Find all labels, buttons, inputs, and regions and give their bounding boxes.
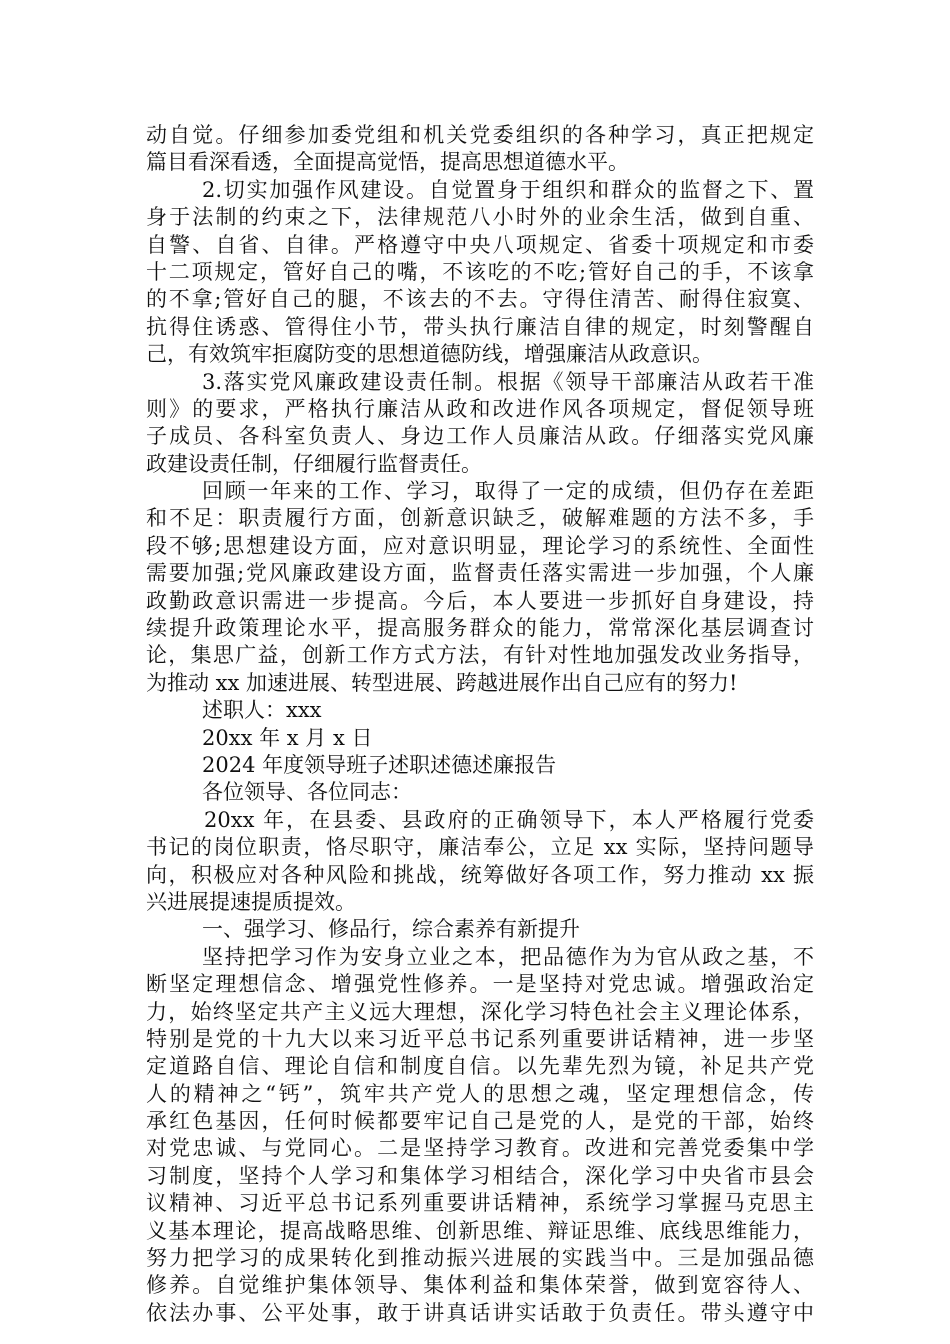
- text-line: 的不拿;管好自己的腿，不该去的不去。守得住清苦、耐得住寂寞、: [146, 287, 814, 312]
- text-line: 议精神、习近平总书记系列重要讲话精神，系统学习掌握马克思主: [146, 1191, 814, 1216]
- text-line: 己，有效筑牢拒腐防变的思想道德防线，增强廉洁从政意识。: [146, 342, 713, 367]
- text-line: 则》的要求，严格执行廉洁从政和改进作风各项规定，督促领导班: [146, 396, 814, 421]
- text-line: 特别是党的十九大以来习近平总书记系列重要讲话精神，进一步坚: [146, 1026, 814, 1051]
- text-line: 需要加强;党风廉政建设方面，监督责任落实需进一步加强，个人廉: [146, 561, 814, 586]
- text-line: 十二项规定，管好自己的嘴，不该吃的不吃;管好自己的手，不该拿: [146, 259, 814, 284]
- text-line: 为推动 xx 加速进展、转型进展、跨越进展作出自己应有的努力!: [146, 670, 738, 695]
- text-line: 子成员、各科室负责人、身边工作人员廉洁从政。仔细落实党风廉: [146, 424, 814, 449]
- text-line: 论，集思广益，创新工作方式方法，有针对性地加强发改业务指导，: [146, 643, 814, 668]
- salutation: 各位领导、各位同志：: [202, 780, 412, 805]
- text-line: 政勤政意识需进一步提高。今后，本人要进一步抓好自身建设，持: [146, 588, 814, 613]
- text-line: 回顾一年来的工作、学习，取得了一定的成绩，但仍存在差距: [202, 479, 814, 504]
- text-line: 续提升政策理论水平，提高服务群众的能力，常常深化基层调查讨: [146, 616, 814, 641]
- text-line: 段不够;思想建设方面，应对意识明显，理论学习的系统性、全面性: [146, 533, 814, 558]
- text-line: 断坚定理想信念、增强党性修养。一是坚持对党忠诚。增强政治定: [146, 972, 814, 997]
- text-line: 政建设责任制，仔细履行监督责任。: [146, 451, 482, 476]
- report-title: 2024 年度领导班子述职述德述廉报告: [202, 752, 557, 777]
- signature-line: 述职人：xxx: [202, 698, 322, 723]
- text-line: 篇目看深看透，全面提高觉悟，提高思想道德水平。: [146, 150, 629, 175]
- text-line: 对党忠诚、与党同心。二是坚持学习教育。改进和完善党委集中学: [146, 1136, 814, 1161]
- text-line: 2.切实加强作风建设。自觉置身于组织和群众的监督之下、置: [202, 177, 814, 202]
- text-line: 坚持把学习作为安身立业之本，把品德作为为官从政之基，不: [202, 944, 814, 969]
- text-line: 动自觉。仔细参加委党组和机关党委组织的各种学习，真正把规定: [146, 123, 814, 147]
- text-line: 20xx 年，在县委、县政府的正确领导下，本人严格履行党委: [204, 807, 814, 832]
- text-line: 人的精神之“钙”，筑牢共产党人的思想之魂，坚定理想信念，传: [146, 1081, 814, 1106]
- text-line: 兴进展提速提质提效。: [146, 889, 356, 914]
- text-line: 依法办事、公平处事，敢于讲真话讲实话敢于负责任。带头遵守中: [146, 1300, 814, 1325]
- text-line: 向，积极应对各种风险和挑战，统筹做好各项工作，努力推动 xx 振: [146, 862, 814, 887]
- text-line: 和不足：职责履行方面，创新意识缺乏，破解难题的方法不多，手: [146, 506, 814, 531]
- text-line: 身于法制的约束之下，法律规范八小时外的业余生活，做到自重、: [146, 205, 814, 230]
- text-line: 3.落实党风廉政建设责任制。根据《领导干部廉洁从政若干准: [202, 369, 814, 394]
- text-line: 抗得住诱惑、管得住小节，带头执行廉洁自律的规定，时刻警醒自: [146, 314, 814, 339]
- section-heading: 一、强学习、修品行，综合素养有新提升: [202, 917, 580, 942]
- text-line: 努力把学习的成果转化到推动振兴进展的实践当中。三是加强品德: [146, 1246, 814, 1271]
- date-line: 20xx 年 x 月 x 日: [202, 725, 373, 750]
- text-line: 自警、自省、自律。严格遵守中央八项规定、省委十项规定和市委: [146, 232, 814, 257]
- text-line: 修养。自觉维护集体领导、集体利益和集体荣誉，做到宽容待人、: [146, 1273, 814, 1298]
- text-line: 习制度，坚持个人学习和集体学习相结合，深化学习中央省市县会: [146, 1163, 814, 1188]
- text-line: 承红色基因，任何时候都要牢记自己是党的人，是党的干部，始终: [146, 1109, 814, 1134]
- text-line: 定道路自信、理论自信和制度自信。以先辈先烈为镜，补足共产党: [146, 1054, 814, 1079]
- text-line: 书记的岗位职责，恪尽职守，廉洁奉公，立足 xx 实际，坚持问题导: [146, 835, 814, 860]
- text-line: 义基本理论，提高战略思维、创新思维、辩证思维、底线思维能力，: [146, 1218, 814, 1243]
- text-line: 力，始终坚定共产主义远大理想，深化学习特色社会主义理论体系，: [146, 999, 814, 1024]
- document-page: [146, 122, 814, 1327]
